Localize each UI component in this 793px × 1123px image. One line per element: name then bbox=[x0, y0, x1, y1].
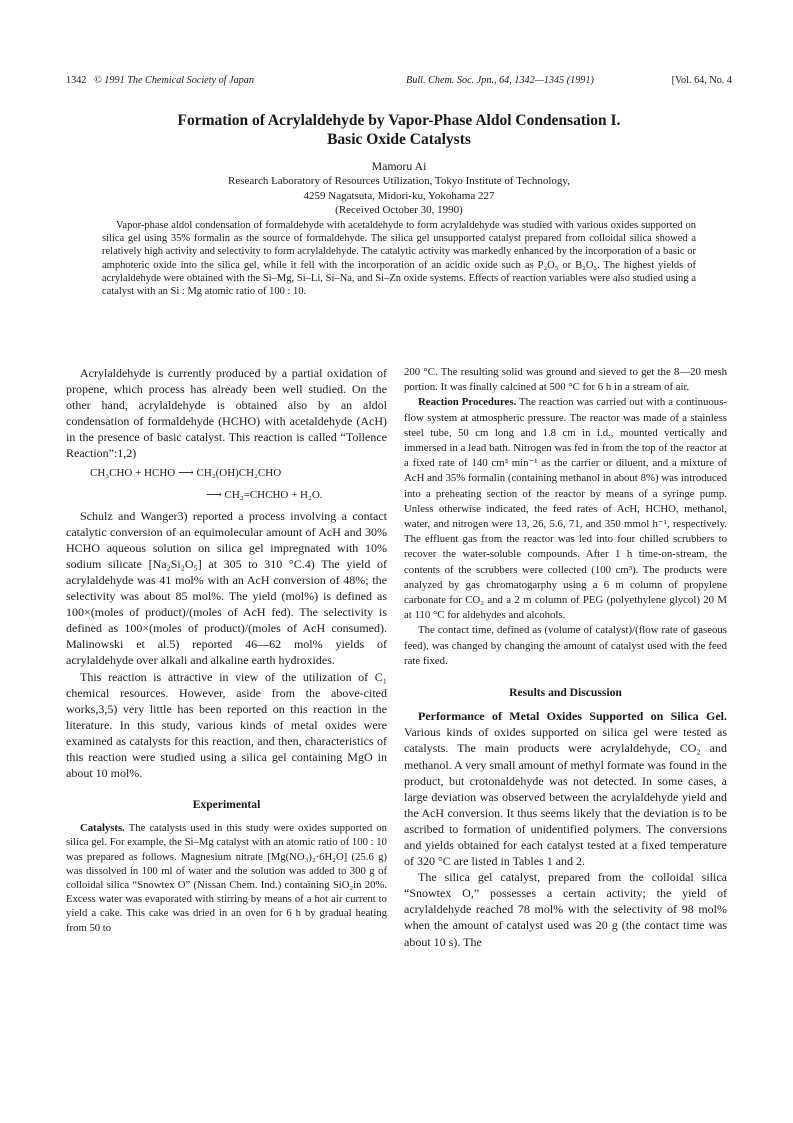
results-heading: Results and Discussion bbox=[509, 686, 622, 700]
left-column bbox=[66, 365, 387, 935]
running-header bbox=[66, 74, 732, 88]
procedures-paragraph bbox=[404, 395, 727, 623]
copyright-notice: © 1991 The Chemical Society of Japan bbox=[94, 75, 254, 86]
catalysts-paragraph bbox=[66, 821, 387, 935]
silica-gel-paragraph: The silica gel catalyst, prepared from the colloidal silica “Snowtex O,” possesses a certain activity; the yield of acrylaldehyde reached 78 mol% with the selectivity of 98 mol% when the amount of catalyst used was 20 g (the contact time was about 10 s). The bbox=[404, 870, 727, 949]
intro-paragraph-1: Acrylaldehyde is currently produced by a partial oxidation of propene, which process has already been well studied. On the other hand, acrylaldehyde is obtained also by an aldol condensation of formaldehyde (HCHO) with acetaldehyde (AcH) in the presence of basic catalyst. This reaction is called “Tollence Reaction”:1,2) bbox=[66, 366, 387, 461]
experimental-heading: Experimental bbox=[192, 798, 261, 812]
contact-time-paragraph: The contact time, defined as (volume of catalyst)/(flow rate of gaseous feed), was changed by changing the amount of catalyst used with the feed rate fixed. bbox=[404, 624, 727, 667]
performance-subheading: Performance of Metal Oxides Supported on Silica Gel. bbox=[418, 709, 727, 724]
intro-paragraph-3: This reaction is attractive in view of the utilization of C₁ chemical resources. However, aside from the above-cited works,3,5) very little has been reported on this reaction in the literature. In this study, various kinds of metal oxides were examined as catalysts for this reaction, and then, characteristics of this reaction were studied using a silica gel containing MgO in about 10 mol%. bbox=[66, 669, 387, 781]
preparation-continued: 200 °C. The resulting solid was ground and sieved to get the 8—20 mesh portion. It was finally calcined at 500 °C for 6 h in a stream of air. bbox=[404, 366, 727, 394]
volume-issue: [Vol. 64, No. 4 bbox=[671, 75, 732, 86]
author-name: Mamoru Ai bbox=[371, 159, 427, 173]
affiliation-line-1: Research Laboratory of Resources Utilization, Tokyo Institute of Technology, bbox=[228, 175, 570, 187]
title-line-1: Formation of Acrylaldehyde by Vapor-Phase Aldol Condensation I. bbox=[177, 112, 621, 129]
catalysts-subheading: Catalysts. bbox=[80, 822, 125, 835]
journal-citation: Bull. Chem. Soc. Jpn., 64, 1342—1345 (1991) bbox=[406, 75, 594, 86]
performance-paragraph bbox=[404, 708, 727, 869]
reaction-equation-2: ⟶ CH₂=CHCHO + H₂O. bbox=[206, 488, 323, 501]
performance-text: Various kinds of oxides supported on silica gel were tested as catalysts. The main products were acrylaldehyde, CO₂ and methanol. A very small amount of methyl formate was found in the product, but crotonaldehyde was not detected. In some cases, a large deviation was observed between the acrylaldehyde yield and the AcH conversion. It thus seems likely that the deviation is to be ascribed to formation of unidentified polymers. The conversions and yields obtained for each catalyst tested at a fixed temperature of 320 °C are listed in Tables 1 and 2. bbox=[404, 725, 727, 869]
procedures-text: The reaction was carried out with a continuous-flow system at atmospheric pressure. The reactor was made of a stainless steel tube, 50 cm long and 1.8 cm in i.d., mounted vertically and immersed in a lead bath. Nitrogen was fed in from the top of the reactor at a fixed rate of 140 cm³ min⁻¹ as the carrier or diluent, and a mixture of AcH and 35% formalin (containing methanol in about 8%) was introduced into a preheating section of the reactor by means of a syringe pump. Unless otherwise indicated, the feed rates of AcH, HCHO, methanol, water, and nitrogen were 13, 26, 5.6, 71, and 350 mmol h⁻¹, respectively. The effluent gas from the reactor was led into four chilled scrubbers to recover the water-soluble compounds. After 1 h time-on-stream, the contents of the scrubbers were collected (100 cm³). The products were analyzed by gas chromatogarphy using a 6 m column of propylene carbonate for CO₂ and a 2 m column of PEG (polyethylene glycol) 20 M at 110 °C for aldehydes and alcohols. bbox=[404, 396, 728, 622]
title-line-2: Basic Oxide Catalysts bbox=[327, 131, 471, 148]
received-date: (Received October 30, 1990) bbox=[335, 204, 463, 216]
article-title bbox=[66, 111, 732, 149]
page-number: 1342 bbox=[66, 75, 87, 86]
catalysts-text: The catalysts used in this study were oxides supported on silica gel. For example, the Si–Mg catalyst with an atomic ratio of 100 : 10 was prepared as follows. Magnesium nitrate [Mg(NO₃)₂·6H₂O] (25.6 g) was dissolved in 100 ml of water and the solution was added to 300 g of colloidal silica “Snowtex O” (Nissan Chem. Ind.) containing SiO₂in 20%. Excess water was evaporated with stirring by means of a hot air current to yield a cake. This cake was dried in an oven for 6 h by gradual heating from 50 to bbox=[66, 822, 387, 934]
right-column bbox=[404, 365, 727, 950]
affiliation bbox=[66, 174, 732, 218]
intro-paragraph-2: Schulz and Wanger3) reported a process involving a contact catalytic conversion of an equimolecular amount of AcH and 30% HCHO aqueous solution on silica gel impregnated with 10% sodium silicate [Na₂Si₂O₅] at 305 to 310 °C.4) The yield of acrylaldehyde was 41 mol% with an AcH conversion of 48%; the selectivity was about 85 mol%. The yield (mol%) is defined as 100×(moles of product)/(moles of AcH fed). The selectivity is defined as 100×(moles of product)/(moles of AcH consumed). Malinowski et al.5) reported 46—62 mol% yields of acrylaldehyde over alkali and alkaline earth hydroxides. bbox=[66, 508, 387, 668]
abstract: Vapor-phase aldol condensation of formaldehyde with acetaldehyde to form acrylaldehyde was studied with various oxides supported on silica gel using 35% formalin as the source of formaldehyde. The silica gel unsupported catalyst prepared from colloidal silica showed a relatively high activity and selectivity to form acrylaldehyde. The catalytic activity was markedly enhanced by the incorporation of a basic or amphoteric oxide into the silica gel, while it fell with the incorporation of an acidic oxide such as P₂O₅ or B₂O₃. The highest yields of acrylaldehyde were obtained with the Si–Mg, Si–Li, Si–Na, and Si–Zn oxide systems. Effects of reaction variables were also studied using a catalyst with an Si : Mg atomic ratio of 100 : 10. bbox=[102, 220, 696, 298]
reaction-equation-1: CH₃CHO + HCHO ⟶ CH₂(OH)CH₂CHO bbox=[90, 466, 282, 479]
procedures-subheading: Reaction Procedures. bbox=[418, 396, 517, 409]
affiliation-line-2: 4259 Nagatsuta, Midori-ku, Yokohama 227 bbox=[303, 189, 495, 202]
